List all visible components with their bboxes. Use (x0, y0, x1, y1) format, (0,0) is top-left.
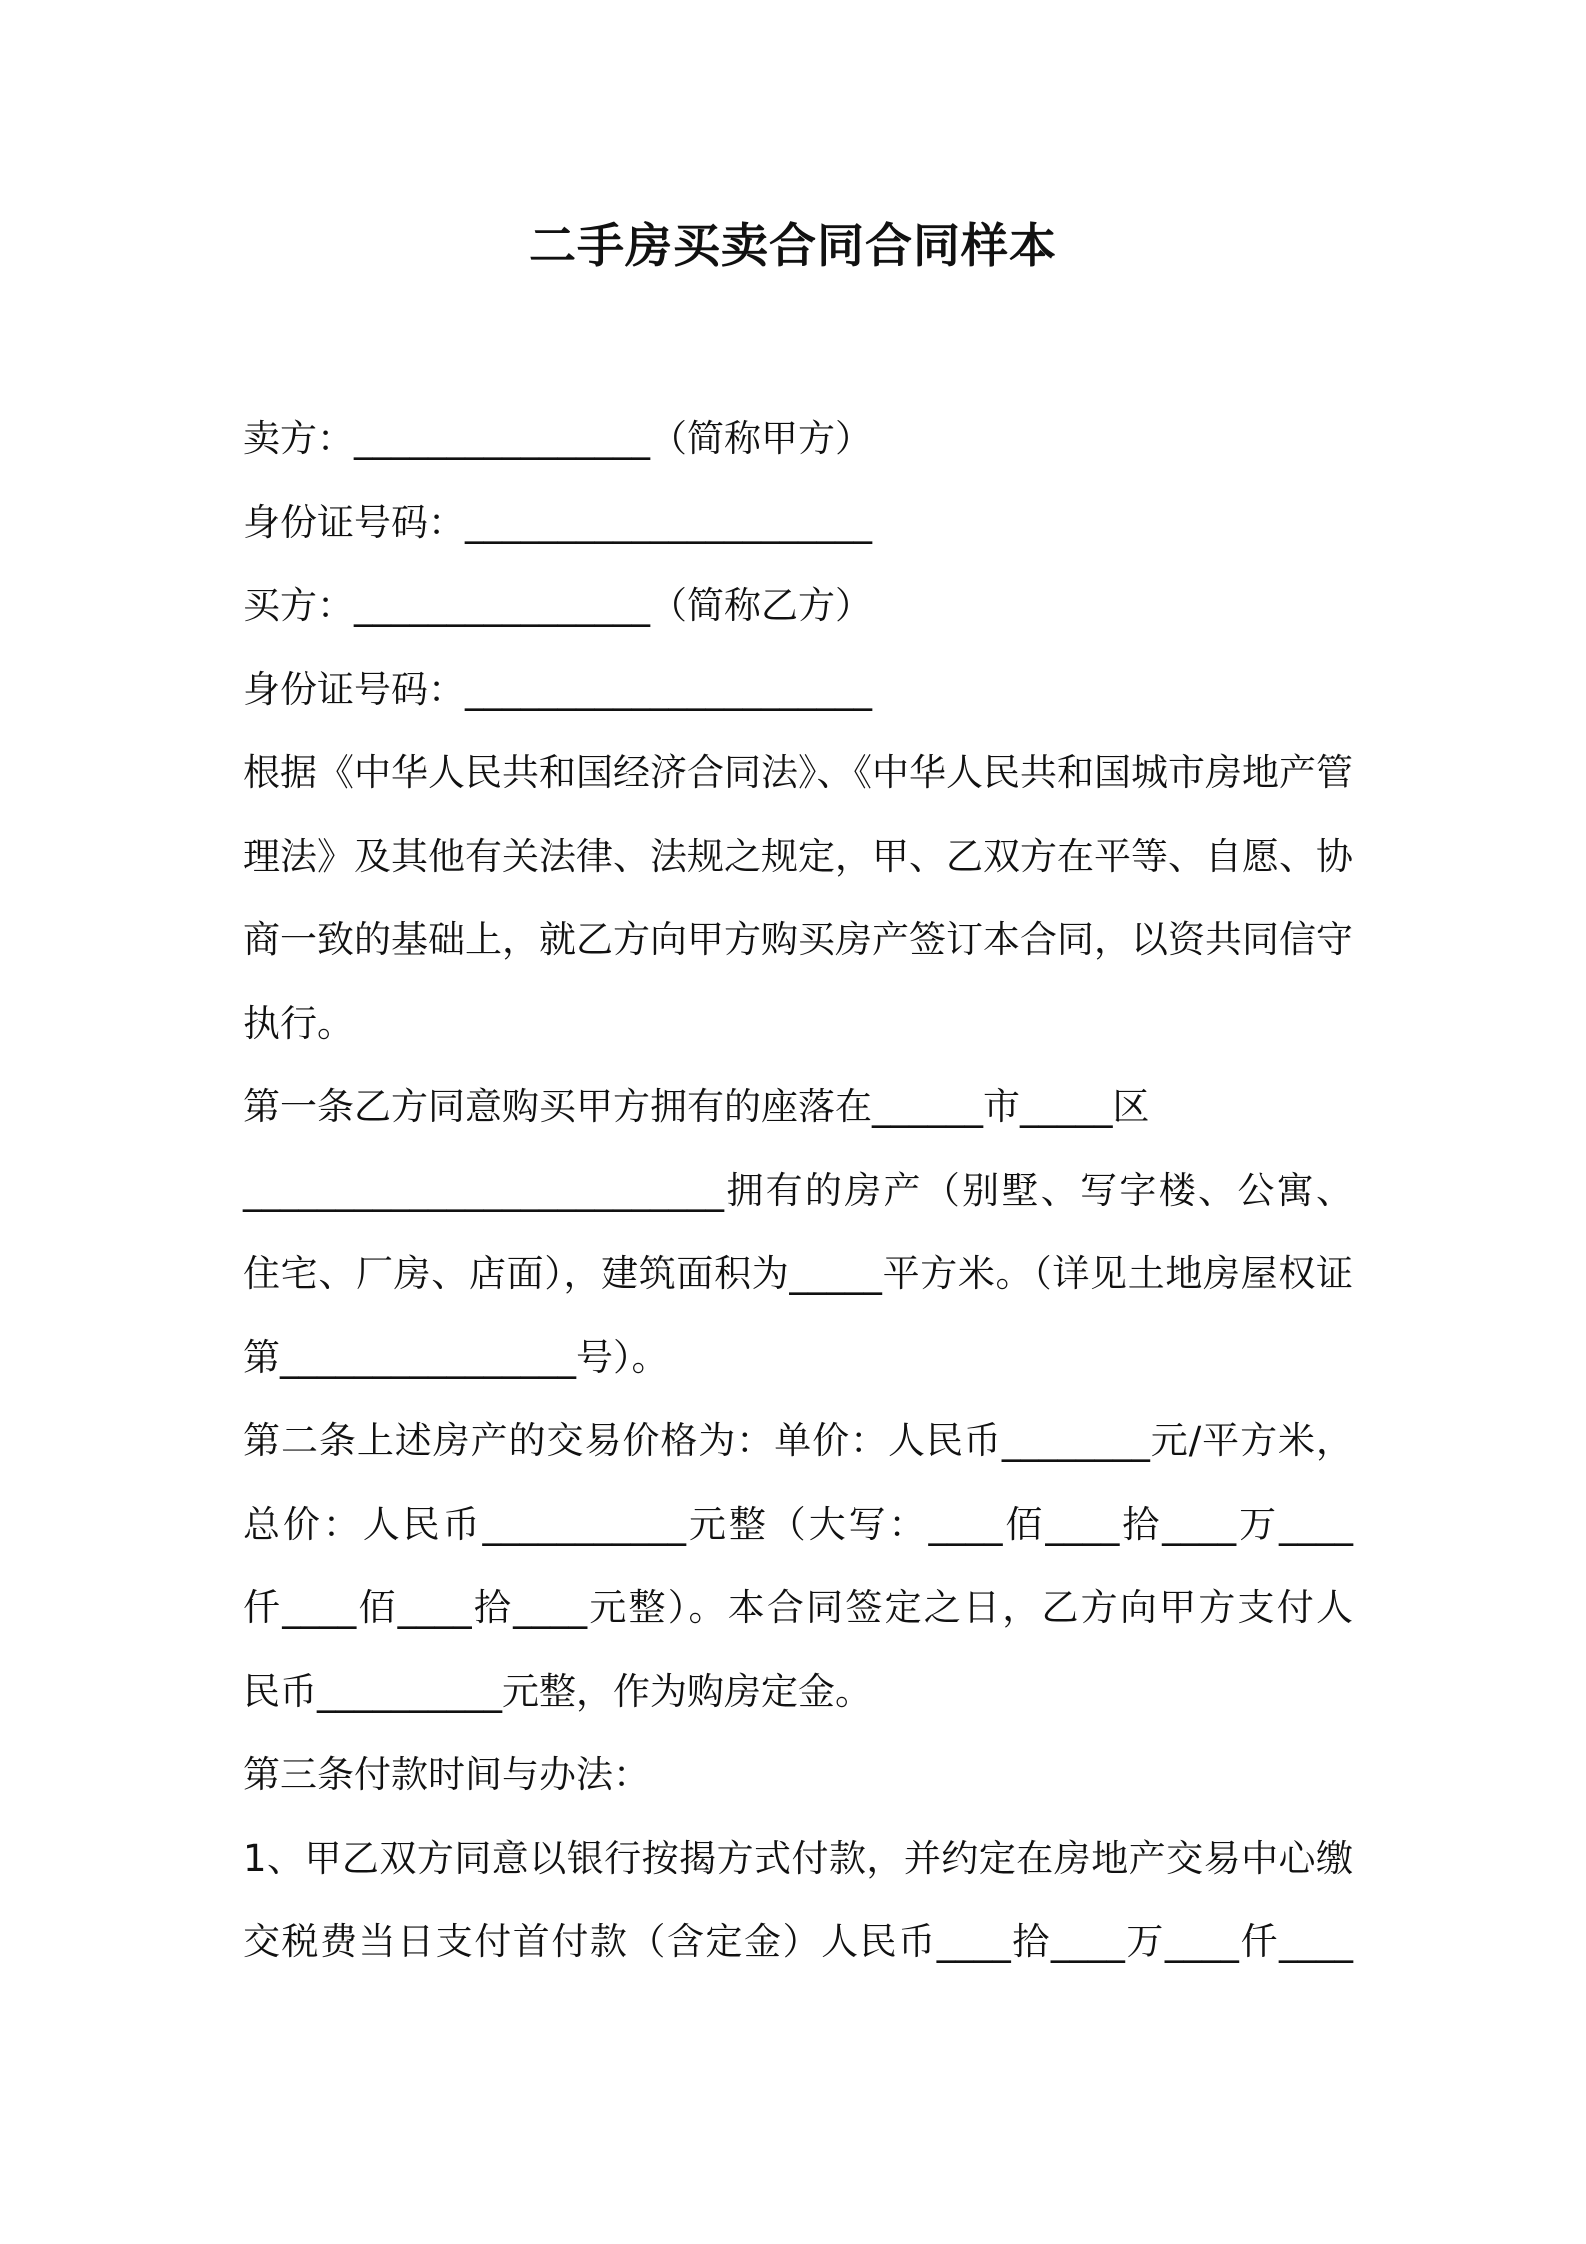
document-body (243, 397, 1353, 1984)
document-line: 理法》及其他有关法律、法规之规定，甲、乙双方在平等、自愿、协 (243, 834, 1353, 878)
document-line: 商一致的基础上，就乙方向甲方购买房产签订本合同，以资共同信守 (243, 918, 1353, 961)
document-line: 民币__________元整，作为购房定金。 (243, 1669, 872, 1713)
document-line: 第三条付款时间与办法： (243, 1753, 650, 1796)
document-line: 第二条上述房产的交易价格为：单价：人民币________元/平方米， (243, 1419, 1353, 1462)
document-line: 第一条乙方同意购买甲方拥有的座落在______市_____区 (243, 1085, 1150, 1128)
document-line: 总价：人民币___________元整（大写：____佰____拾____万____ (243, 1502, 1353, 1546)
document-title: 二手房买卖合同合同样本 (529, 219, 1057, 274)
document-line: 执行。 (243, 1001, 354, 1045)
document-line: 买方：________________（简称乙方） (243, 584, 872, 627)
document-line: 第________________号）。 (243, 1335, 669, 1379)
document-line: 交税费当日支付首付款（含定金）人民币____拾____万____仟____ (243, 1920, 1353, 1963)
document-line: 身份证号码：______________________ (243, 667, 872, 711)
document-line: 根据《中华人民共和国经济合同法》、《中华人民共和国城市房地产管 (243, 751, 1353, 794)
document-line: 1、甲乙双方同意以银行按揭方式付款，并约定在房地产交易中心缴 (243, 1836, 1353, 1880)
document-line: 卖方：________________（简称甲方） (243, 417, 872, 460)
document-line: 身份证号码：______________________ (243, 500, 872, 544)
document-line: 住宅、厂房、店面），建筑面积为_____平方米。（详见土地房屋权证 (243, 1252, 1353, 1295)
document-line: __________________________拥有的房产（别墅、写字楼、公寓、 (243, 1168, 1353, 1212)
document-line: 仟____佰____拾____元整）。本合同签定之日，乙方向甲方支付人 (243, 1586, 1353, 1629)
